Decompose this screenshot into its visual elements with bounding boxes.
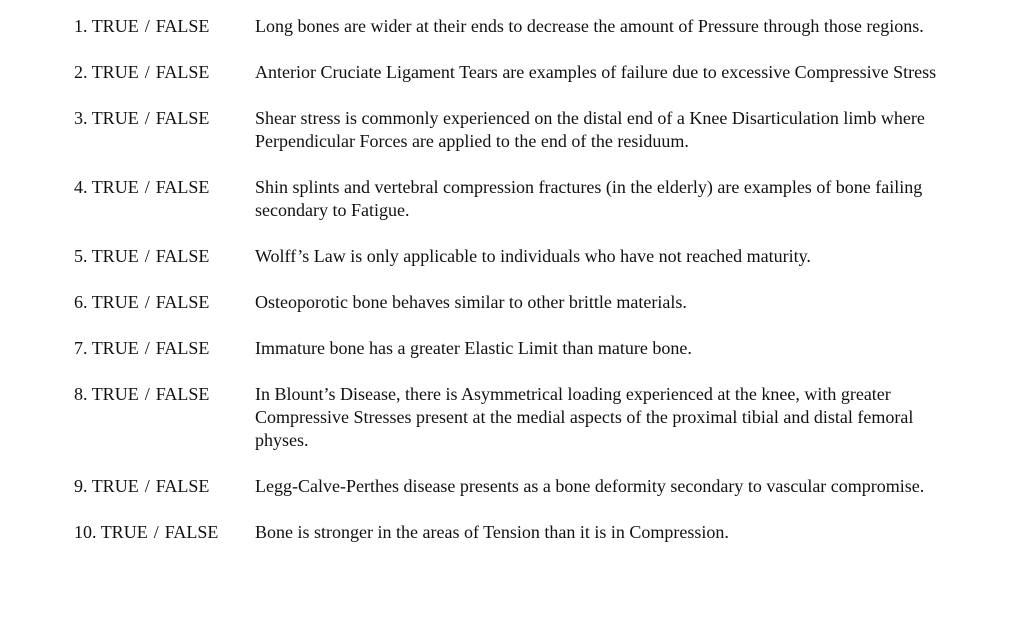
question-7 xyxy=(0,337,1032,360)
true-option[interactable]: TRUE xyxy=(91,108,139,128)
option-separator: / xyxy=(144,292,150,312)
question-statement: Shin splints and vertebral compression fractures (in the elderly) are examples of bone failing secondary to Fatigue. xyxy=(255,177,923,220)
true-option[interactable]: TRUE xyxy=(91,16,139,36)
option-separator: / xyxy=(144,338,150,358)
question-label xyxy=(74,291,209,314)
question-statement: Legg-Calve-Perthes disease presents as a bone deformity secondary to vascular compromise. xyxy=(255,476,925,496)
true-option[interactable]: TRUE xyxy=(91,384,139,404)
option-separator: / xyxy=(153,522,159,542)
question-number: 4. xyxy=(74,177,88,197)
true-option[interactable]: TRUE xyxy=(91,246,139,266)
question-5 xyxy=(0,245,1032,268)
question-number: 5. xyxy=(74,246,88,266)
false-option[interactable]: FALSE xyxy=(164,522,219,542)
question-1 xyxy=(0,15,1032,38)
true-option[interactable]: TRUE xyxy=(91,292,139,312)
true-option[interactable]: TRUE xyxy=(91,476,139,496)
option-separator: / xyxy=(144,108,150,128)
question-statement: Anterior Cruciate Ligament Tears are examples of failure due to excessive Compressive Stress xyxy=(255,62,937,82)
question-9 xyxy=(0,475,1032,498)
true-false-quiz xyxy=(0,15,1032,567)
question-number: 10. xyxy=(74,522,97,542)
true-option[interactable]: TRUE xyxy=(91,62,139,82)
false-option[interactable]: FALSE xyxy=(155,384,210,404)
question-2 xyxy=(0,61,1032,84)
question-label xyxy=(74,107,209,130)
option-separator: / xyxy=(144,177,150,197)
question-6 xyxy=(0,291,1032,314)
question-statement: Osteoporotic bone behaves similar to other brittle materials. xyxy=(255,292,687,312)
true-option[interactable]: TRUE xyxy=(91,177,139,197)
question-label xyxy=(74,383,209,406)
question-statement: Wolff’s Law is only applicable to individuals who have not reached maturity. xyxy=(255,246,811,266)
question-number: 2. xyxy=(74,62,88,82)
question-number: 6. xyxy=(74,292,88,312)
true-option[interactable]: TRUE xyxy=(91,338,139,358)
question-label xyxy=(74,176,209,199)
question-8 xyxy=(0,383,1032,452)
false-option[interactable]: FALSE xyxy=(155,246,210,266)
question-label xyxy=(74,475,209,498)
option-separator: / xyxy=(144,16,150,36)
option-separator: / xyxy=(144,384,150,404)
question-10 xyxy=(0,521,1032,544)
question-number: 8. xyxy=(74,384,88,404)
false-option[interactable]: FALSE xyxy=(155,62,210,82)
question-label xyxy=(74,337,209,360)
question-statement: Long bones are wider at their ends to decrease the amount of Pressure through those regions. xyxy=(255,16,924,36)
true-option[interactable]: TRUE xyxy=(100,522,148,542)
question-number: 1. xyxy=(74,16,88,36)
question-label xyxy=(74,15,209,38)
question-statement: Immature bone has a greater Elastic Limit than mature bone. xyxy=(255,338,692,358)
question-statement: In Blount’s Disease, there is Asymmetrical loading experienced at the knee, with greater Compressive Stresses present at the medial aspects of the proximal tibial and distal femoral physes. xyxy=(255,384,914,450)
question-number: 9. xyxy=(74,476,88,496)
false-option[interactable]: FALSE xyxy=(155,177,210,197)
option-separator: / xyxy=(144,246,150,266)
question-label xyxy=(74,61,209,84)
option-separator: / xyxy=(144,476,150,496)
false-option[interactable]: FALSE xyxy=(155,292,210,312)
false-option[interactable]: FALSE xyxy=(155,338,210,358)
false-option[interactable]: FALSE xyxy=(155,476,210,496)
question-number: 3. xyxy=(74,108,88,128)
false-option[interactable]: FALSE xyxy=(155,16,210,36)
option-separator: / xyxy=(144,62,150,82)
question-number: 7. xyxy=(74,338,88,358)
question-4 xyxy=(0,176,1032,222)
question-statement: Bone is stronger in the areas of Tension than it is in Compression. xyxy=(255,522,729,542)
question-label xyxy=(74,521,218,544)
false-option[interactable]: FALSE xyxy=(155,108,210,128)
question-label xyxy=(74,245,209,268)
question-statement: Shear stress is commonly experienced on the distal end of a Knee Disarticulation limb where Perpendicular Forces are applied to the end of the residuum. xyxy=(255,108,925,151)
question-3 xyxy=(0,107,1032,153)
